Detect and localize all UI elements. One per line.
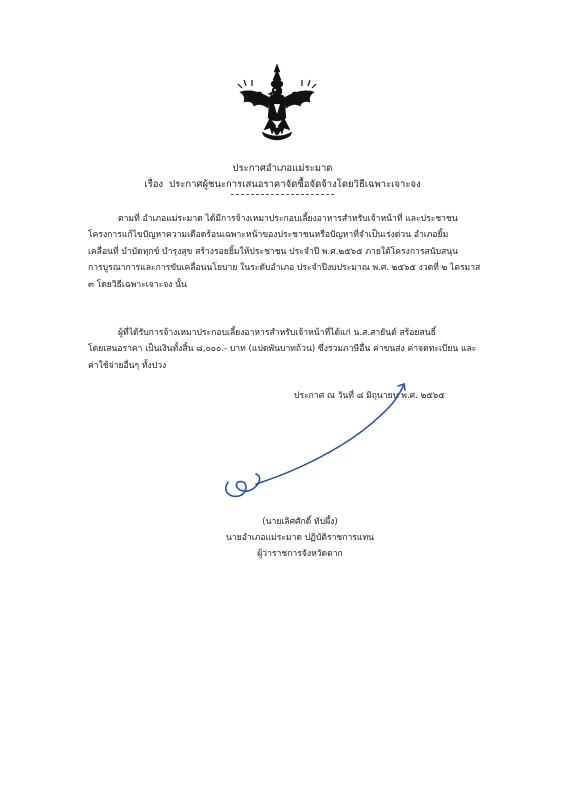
- signer-position: นายอำเภอแม่ระมาด ปฏิบัติราชการแทน: [226, 533, 374, 543]
- subject-text: ประกาศผู้ชนะการเสนอราคาจัดซื้อจัดจ้างโดยวิธีเฉพาะเจาะจง: [169, 179, 421, 190]
- text-line: โครงการแก้ไขปัญหาความเดือดร้อนเฉพาะหน้าของประชาชนหรือปัญหาที่จำเป็นเร่งด่วน อำเภอยิ้ม: [88, 230, 449, 241]
- signer-authority: ผู้ว่าราชการจังหวัดตาก: [257, 549, 343, 559]
- subject-prefix: เรื่อง: [144, 179, 164, 190]
- signature-block: [180, 514, 420, 562]
- text-line: ตามที่ อำเภอแม่ระมาด ได้มีการจ้างเหมาประกอบเลี้ยงอาหารสำหรับเจ้าหน้าที่ และประชาชน: [118, 214, 458, 224]
- title-divider: [231, 194, 334, 195]
- garuda-emblem-icon: [234, 62, 320, 148]
- text-line: ๓ โดยวิธีเฉพาะเจาะจง นั้น: [88, 279, 187, 290]
- document-title: ประกาศอำเภอแม่ระมาด: [232, 163, 333, 174]
- document-subject: [0, 178, 565, 191]
- text-line: เคลื่อนที่ บำบัดทุกข์ บำรุงสุข สร้างรอยยิ้มให้ประชาชน ประจำปี พ.ศ.๒๕๖๕ ภายใต้โครงการสนับสนุน: [88, 246, 459, 257]
- announce-date: ประกาศ ณ วันที่ ๘ มิถุนายน พ.ศ. ๒๕๖๕: [294, 391, 445, 401]
- text-line: ค่าใช้จ่ายอื่นๆ ทั้งปวง: [88, 360, 167, 371]
- paragraph-2: [88, 325, 483, 374]
- paragraph-1: [88, 211, 483, 293]
- text-line: การบูรณาการและการขับเคลื่อนนโยบาย ในระดับอำเภอ ประจำปีงบประมาณ พ.ศ. ๒๕๖๕ งวดที่ ๒ ไตรมาส: [88, 263, 481, 274]
- text-line: ผู้ที่ได้รับการจ้างเหมาประกอบเลี้ยงอาหารสำหรับเจ้าหน้าที่ได้แก่ น.ส.สายันต์ สร้อยสนธิ์: [118, 328, 436, 338]
- signer-name: (นายเลิศศักดิ์ ทับผึ้ง): [262, 517, 338, 527]
- text-line: โดยเสนอราคา เป็นเงินทั้งสิ้น ๘,๐๐๐.- บาท (แปดพันบาทถ้วน) ซึ่งรวมภาษีอื่น ค่าขนส่ง ค่าจดทะเบียน และ: [88, 344, 477, 355]
